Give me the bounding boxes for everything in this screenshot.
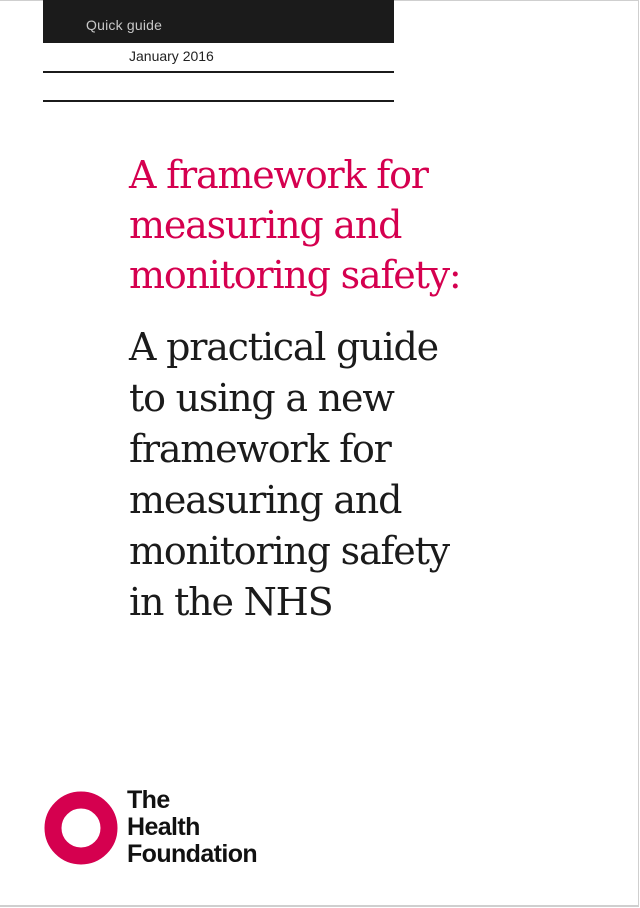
publication-date: January 2016 [129, 48, 214, 64]
divider-top [43, 71, 394, 73]
logo-wordmark [127, 787, 257, 868]
doc-type-label: Quick guide [86, 17, 163, 33]
cover-subtitle: A practical guide to using a new framework for measuring and monitoring safety in the NHS [129, 325, 449, 624]
cover-title: A framework for measuring and monitoring safety: [129, 153, 461, 297]
ring-logo-icon [43, 790, 119, 866]
logo-line-the: The [127, 786, 170, 814]
logo-line-health: Health [127, 813, 200, 841]
logo-line-foundation: Foundation [127, 840, 258, 868]
health-foundation-logo [43, 787, 303, 867]
divider-bottom [43, 100, 394, 102]
